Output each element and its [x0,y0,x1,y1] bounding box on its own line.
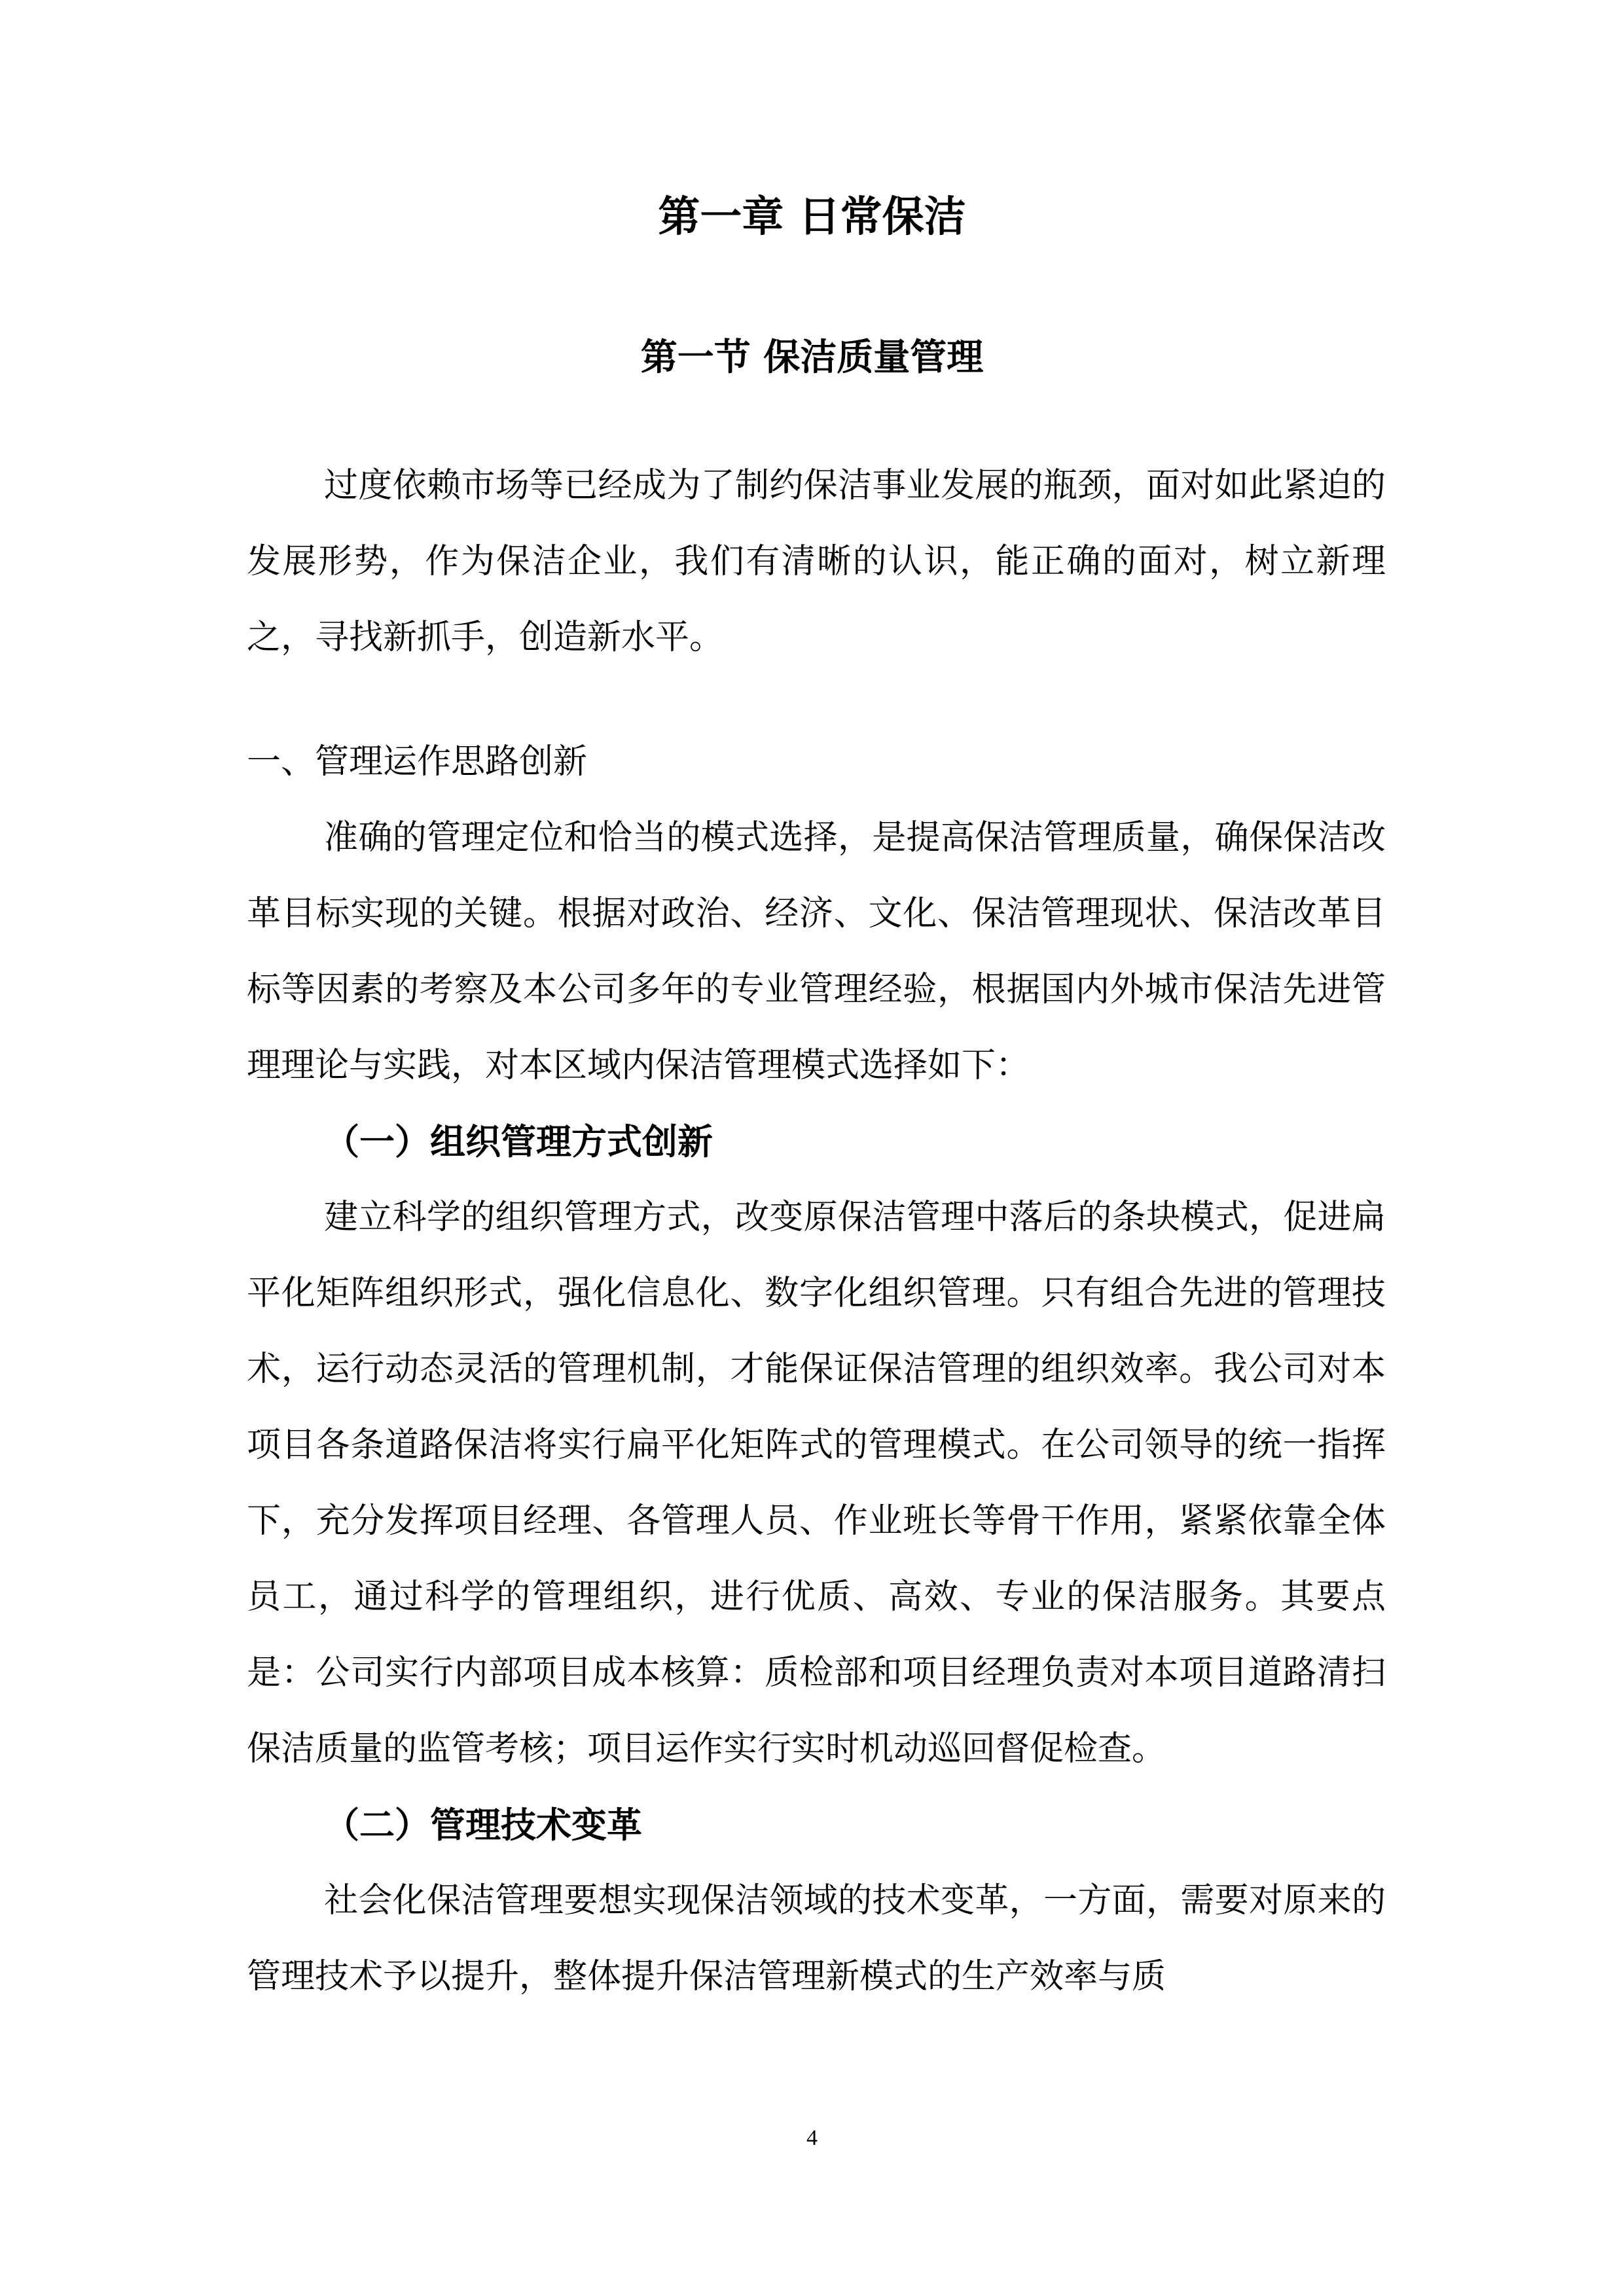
chapter-title: 第一章 日常保洁 [658,192,966,242]
subheading-organization-innovation: （一）组织管理方式创新 [324,1121,713,1162]
paragraph-organization-management: 建立科学的组织管理方式，改变原保洁管理中落后的条块模式，促进扁平化矩阵组织形式，强化信息化、数字化组织管理。只有组合先进的管理技术，运行动态灵活的管理机制，才能保证保洁管理的组织效率。我公司对本项目各条道路保洁将实行扁平化矩阵式的管理模式。在公司领导的统一指挥下，充分发挥项目经理、各管理人员、作业班长等骨干作用，紧紧依靠全体员工，通过科学的管理组织，进行优质、高效、专业的保洁服务。其要点是：公司实行内部项目成本核算：质检部和项目经理负责对本项目道路清扫保洁质量的监管考核；项目运作实行实时机动巡回督促检查。 [247,1198,1386,1768]
paragraph-management-positioning: 准确的管理定位和恰当的模式选择，是提高保洁管理质量，确保保洁改革目标实现的关键。根据对政治、经济、文化、保洁管理现状、保洁改革目标等因素的考察及本公司多年的专业管理经验，根据国内外城市保洁先进管理理论与实践，对本区域内保洁管理模式选择如下： [247,818,1386,1085]
paragraph-technology-reform: 社会化保洁管理要想实现保洁领域的技术变革，一方面，需要对原来的管理技术予以提升，整体提升保洁管理新模式的生产效率与质 [247,1881,1386,1996]
page-number: 4 [806,2126,818,2150]
intro-paragraph: 过度依赖市场等已经成为了制约保洁事业发展的瓶颈，面对如此紧迫的发展形势，作为保洁企业，我们有清晰的认识，能正确的面对，树立新理之，寻找新抓手，创造新水平。 [247,466,1386,657]
subheading-technology-reform: （二）管理技术变革 [324,1804,642,1846]
section-title: 第一节 保洁质量管理 [640,336,984,379]
heading-management-innovation: 一、管理运作思路创新 [247,742,588,781]
